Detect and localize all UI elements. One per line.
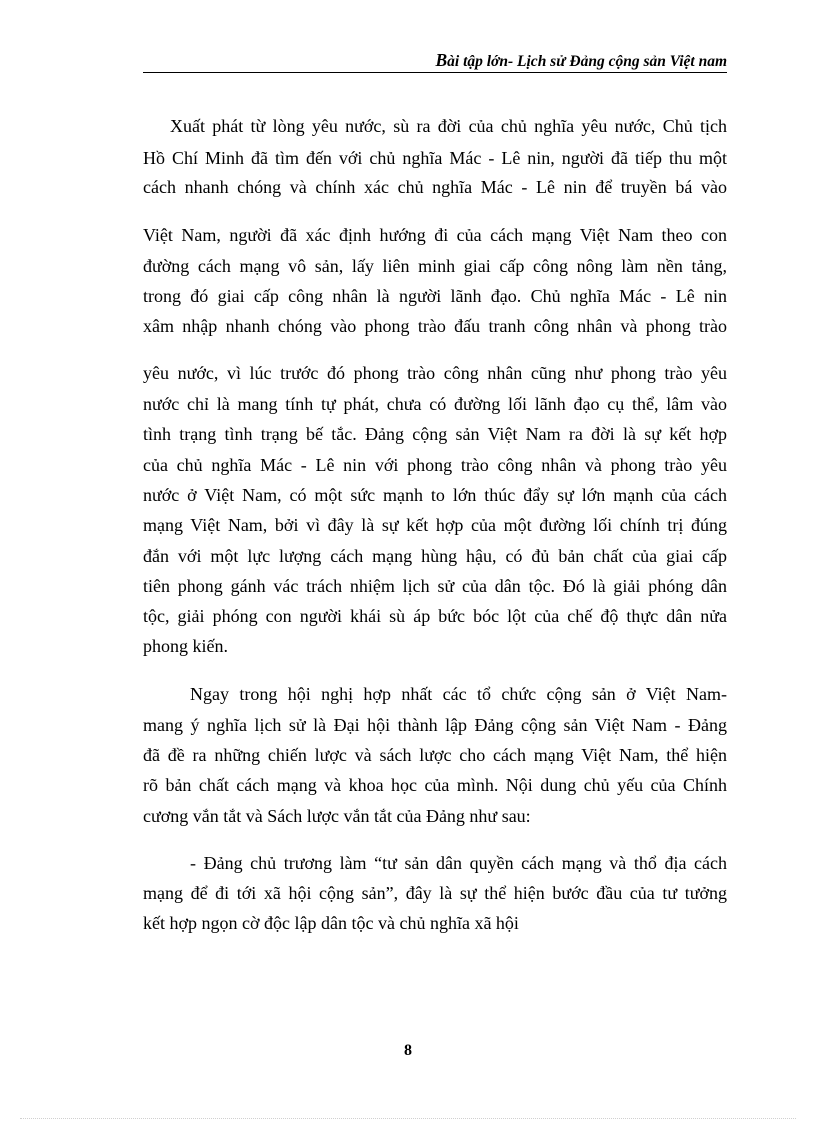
text-line: đường cách mạng vô sản, lấy liên minh giai cấp công nông làm nền tảng, [143,256,727,276]
text-line: tộc, giải phóng con người khái sù áp bức bóc lột của chế độ thực dân nửa [143,606,727,626]
text-line: Việt Nam, người đã xác định hướng đi của cách mạng Việt Nam theo con [143,225,727,245]
text-line: trong đó giai cấp công nhân là người lãnh đạo. Chủ nghĩa Mác - Lê nin [143,286,727,306]
text-line: Ngay trong hội nghị hợp nhất các tổ chức cộng sản ở Việt Nam- [190,684,727,704]
text-line: yêu nước, vì lúc trước đó phong trào công nhân cũng như phong trào yêu [143,363,727,383]
text-line: của chủ nghĩa Mác - Lê nin với phong trào công nhân và phong trào yêu [143,455,727,475]
text-line: mạng Việt Nam, bởi vì đây là sự kết hợp của một đường lối chính trị đúng [143,515,727,535]
text-line: Xuất phát từ lòng yêu nước, sù ra đời của chủ nghĩa yêu nước, Chủ tịch [170,116,727,136]
text-line: mang ý nghĩa lịch sử là Đại hội thành lập Đảng cộng sản Việt Nam - Đảng [143,715,727,735]
text-line: cương vắn tắt và Sách lược vắn tắt của Đảng như sau: [143,806,531,826]
text-line: kết hợp ngọn cờ độc lập dân tộc và chủ nghĩa xã hội [143,913,519,933]
text-line: xâm nhập nhanh chóng vào phong trào đấu tranh công nhân và phong trào [143,316,727,336]
text-line: nước ở Việt Nam, có một sức mạnh to lớn thúc đẩy sự lớn mạnh của cách [143,485,727,505]
text-line: cách nhanh chóng và chính xác chủ nghĩa Mác - Lê nin để truyền bá vào [143,177,727,197]
text-line: rõ bản chất cách mạng và khoa học của mình. Nội dung chủ yếu của Chính [143,775,727,795]
page-number: 8 [404,1042,412,1059]
running-header [143,50,727,73]
text-line: nước chỉ là mang tính tự phát, chưa có đường lối lãnh đạo cụ thể, lâm vào [143,394,727,414]
text-line: Hồ Chí Minh đã tìm đến với chủ nghĩa Mác - Lê nin, người đã tiếp thu một [143,148,727,168]
page-bottom-border [20,1118,796,1119]
text-line: đã đề ra những chiến lược và sách lược cho cách mạng Việt Nam, thể hiện [143,745,727,765]
header-title: ài tập lớn- Lịch sử Đảng cộng sản Việt nam [447,53,727,70]
text-line: đắn với một lực lượng cách mạng hùng hậu, có đủ bản chất của giai cấp [143,546,727,566]
text-line: - Đảng chủ trương làm “tư sản dân quyền cách mạng và thổ địa cách [190,853,727,873]
text-line: tiên phong gánh vác trách nhiệm lịch sử của dân tộc. Đó là giải phóng dân [143,576,727,596]
text-line: mạng để đi tới xã hội cộng sản”, đây là sự thể hiện bước đầu của tư tưởng [143,883,727,903]
text-line: tình trạng tình trạng bế tắc. Đảng cộng sản Việt Nam ra đời là sự kết hợp [143,424,727,444]
text-line: phong kiến. [143,636,228,656]
header-initial: B [435,50,448,70]
